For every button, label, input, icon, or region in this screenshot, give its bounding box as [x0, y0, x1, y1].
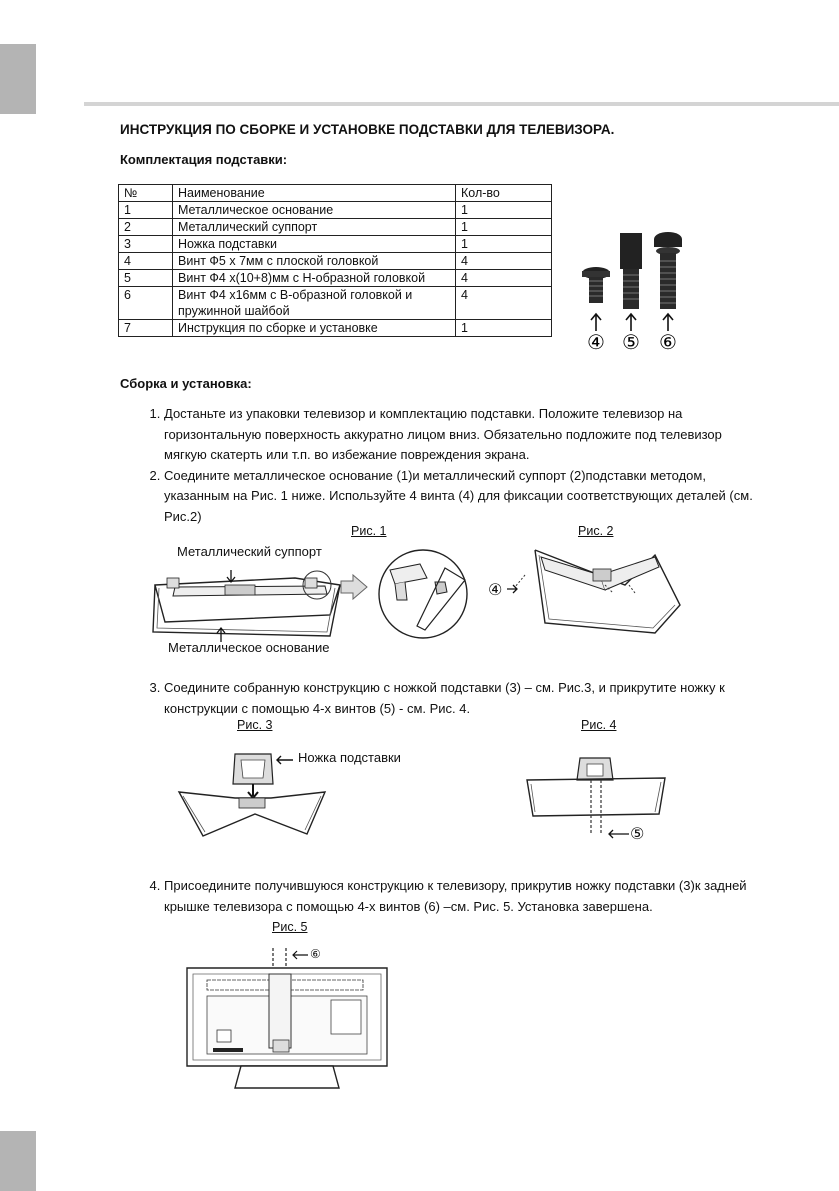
- header-rule: [84, 102, 839, 106]
- row-number: 6: [119, 287, 173, 320]
- assembly-heading: Сборка и установка:: [120, 376, 252, 391]
- screw-label-5: ⑤: [622, 330, 640, 354]
- col-number: №: [119, 185, 173, 202]
- fig2-callout: ④: [488, 580, 503, 599]
- screw-5-icon: [620, 233, 642, 309]
- row-qty: 4: [456, 270, 552, 287]
- row-name: Металлическое основание: [173, 202, 456, 219]
- step-4: 4. Присоедините получившуюся конструкцию к телевизору, прикрутив ножку подставки (3)к задней крышке телевизора с помощью 4-х винтов (6) –см. Рис. 5. Установка завершена.: [164, 876, 764, 917]
- fig3-drawing: [175, 748, 335, 848]
- step-3: 3. Соедините собранную конструкцию с ножкой подставки (3) – см. Рис.3, и прикрутите ножку к конструкции с помощью 4-х винтов (5) - см. Рис. 4.: [164, 678, 764, 719]
- table-row: [119, 253, 552, 270]
- row-qty: 4: [456, 287, 552, 320]
- table-row: [119, 236, 552, 253]
- fig4-caption: Рис. 4: [581, 718, 617, 732]
- row-name: Металлический суппорт: [173, 219, 456, 236]
- screws-illustration: [570, 225, 700, 355]
- page-title: ИНСТРУКЦИЯ ПО СБОРКЕ И УСТАНОВКЕ ПОДСТАВКИ ДЛЯ ТЕЛЕВИЗОРА.: [120, 122, 615, 137]
- fig5-callout: ⑥: [310, 947, 321, 961]
- fig5-caption: Рис. 5: [272, 920, 308, 934]
- fig3-caption: Рис. 3: [237, 718, 273, 732]
- screw-label-4: ④: [587, 330, 605, 354]
- screw-6-icon: [654, 232, 682, 309]
- base-label: Металлическое основание: [168, 640, 330, 655]
- row-name: Винт Ф4 х16мм с В-образной головкой и пружинной шайбой: [173, 287, 456, 320]
- screw-label-6: ⑥: [659, 330, 677, 354]
- table-header-row: [119, 185, 552, 202]
- row-number: 1: [119, 202, 173, 219]
- row-number: 7: [119, 320, 173, 337]
- support-label: Металлический суппорт: [177, 544, 322, 559]
- row-qty: 4: [456, 253, 552, 270]
- steps-list-4: [120, 876, 764, 917]
- fig2-drawing: [505, 545, 685, 640]
- table-row: [119, 287, 552, 320]
- row-number: 4: [119, 253, 173, 270]
- step-2: 2. Соедините металлическое основание (1)и металлический суппорт (2)подставки методом, указанным на Рис. 1 ниже. Используйте 4 винта (4) для фиксации соответствующих деталей (см. Рис.2): [164, 466, 764, 528]
- screw-4-icon: [582, 267, 610, 303]
- row-qty: 1: [456, 236, 552, 253]
- row-name: Ножка подставки: [173, 236, 456, 253]
- fig1-drawing: [145, 560, 475, 650]
- row-number: 5: [119, 270, 173, 287]
- table-row: [119, 270, 552, 287]
- row-qty: 1: [456, 202, 552, 219]
- table-row: [119, 320, 552, 337]
- steps-list: [120, 404, 764, 527]
- leg-label: Ножка подставки: [298, 750, 401, 765]
- page-tab-top: [0, 44, 36, 114]
- col-qty: Кол-во: [456, 185, 552, 202]
- fig2-caption: Рис. 2: [578, 524, 614, 538]
- row-number: 3: [119, 236, 173, 253]
- col-name: Наименование: [173, 185, 456, 202]
- kit-heading: Комплектация подставки:: [120, 152, 288, 167]
- table-row: [119, 202, 552, 219]
- row-name: Винт Ф4 х(10+8)мм с Н-образной головкой: [173, 270, 456, 287]
- table-row: [119, 219, 552, 236]
- step-1: 1. Достаньте из упаковки телевизор и комплектацию подставки. Положите телевизор на горизонтальную поверхность аккуратно лицом вниз. Обязательно подложите под телевизор мягкую скатерть или т.п. во избежание повреждения экрана.: [164, 404, 764, 466]
- row-name: Винт Ф5 х 7мм с плоской головкой: [173, 253, 456, 270]
- fig4-callout: ⑤: [630, 824, 645, 843]
- fig5-drawing: [183, 944, 393, 1092]
- parts-table: [118, 184, 552, 337]
- row-name: Инструкция по сборке и установке: [173, 320, 456, 337]
- steps-list-3: [120, 678, 764, 719]
- page-tab-bottom: [0, 1131, 36, 1191]
- row-qty: 1: [456, 219, 552, 236]
- row-number: 2: [119, 219, 173, 236]
- fig1-caption: Рис. 1: [351, 524, 387, 538]
- row-qty: 1: [456, 320, 552, 337]
- fig4-drawing: [525, 750, 675, 850]
